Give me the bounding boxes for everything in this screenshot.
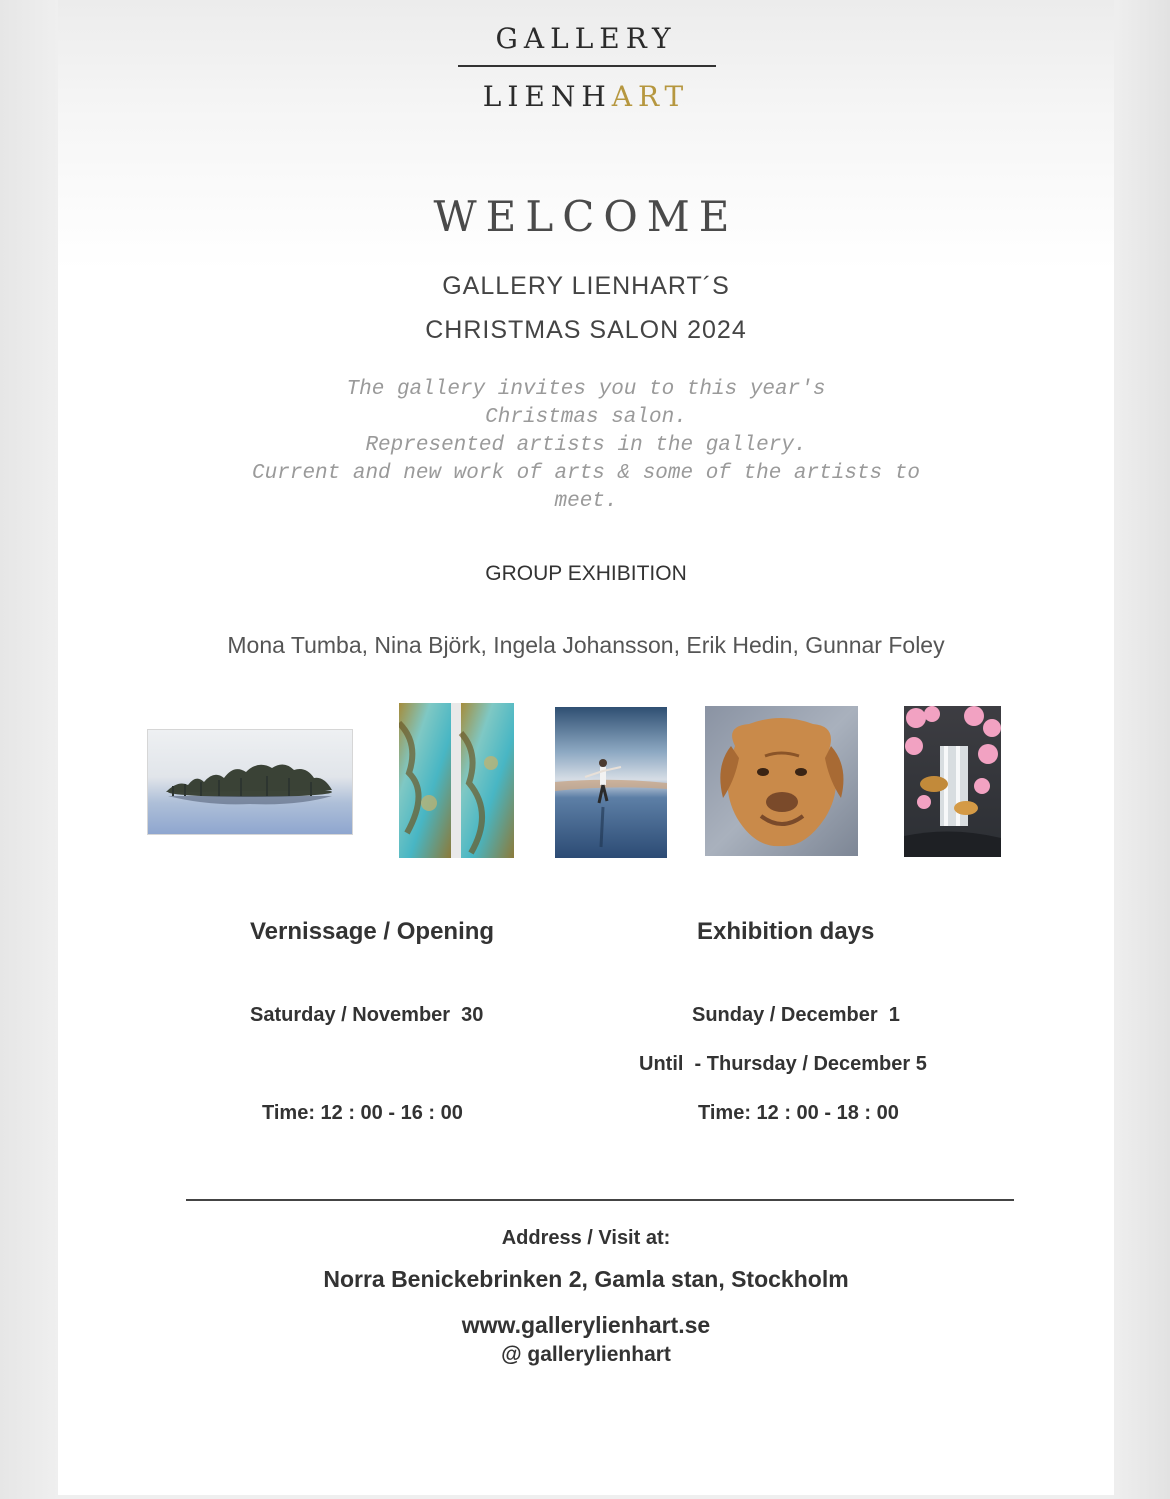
figure-on-water-painting-icon: [555, 707, 667, 858]
turquoise-diptych-icon: [399, 703, 514, 858]
exhibition-start-date: Sunday / December 1: [692, 1004, 900, 1026]
island-painting-icon: [147, 729, 353, 835]
logo-divider: [458, 65, 716, 67]
logo-lienhart-plain: LIENH: [482, 80, 612, 113]
instagram-handle[interactable]: @ gallerylienhart: [501, 1343, 671, 1366]
intro-line: meet.: [554, 490, 618, 513]
address-divider: [186, 1199, 1014, 1201]
exhibition-days-heading: Exhibition days: [697, 918, 875, 945]
opening-time: Time: 12 : 00 - 16 : 00: [262, 1102, 463, 1124]
dog-portrait-icon: [705, 706, 858, 856]
salon-title-line1: GALLERY LIENHART´S: [442, 272, 730, 300]
salon-title-line2: CHRISTMAS SALON 2024: [425, 316, 747, 344]
opening-heading: Vernissage / Opening: [250, 918, 495, 945]
group-exhibition-heading: GROUP EXHIBITION: [485, 562, 687, 585]
street-address: Norra Benickebrinken 2, Gamla stan, Stockholm: [323, 1266, 849, 1292]
opening-date: Saturday / November 30: [250, 1004, 484, 1026]
intro-line: Represented artists in the gallery.: [365, 434, 807, 457]
logo-lienhart-gold: ART: [611, 80, 690, 113]
invitation-page: [58, 0, 1114, 1495]
logo-lienhart-text: [58, 80, 1114, 113]
artist-list: Mona Tumba, Nina Björk, Ingela Johansson, Erik Hedin, Gunnar Foley: [227, 632, 945, 658]
intro-line: The gallery invites you to this year's: [346, 378, 826, 401]
cherry-blossom-waterfall-icon: [904, 706, 1001, 857]
intro-text: [58, 376, 1114, 516]
welcome-heading: WELCOME: [433, 192, 739, 241]
exhibition-time: Time: 12 : 00 - 18 : 00: [698, 1102, 899, 1124]
address-label: Address / Visit at:: [501, 1227, 671, 1249]
intro-line: Current and new work of arts & some of the artists to: [252, 462, 920, 485]
exhibition-end-date: Until - Thursday / December 5: [639, 1053, 927, 1075]
intro-line: Christmas salon.: [485, 406, 687, 429]
website-link[interactable]: www.gallerylienhart.se: [461, 1312, 711, 1338]
logo-gallery-text: GALLERY: [495, 22, 677, 55]
